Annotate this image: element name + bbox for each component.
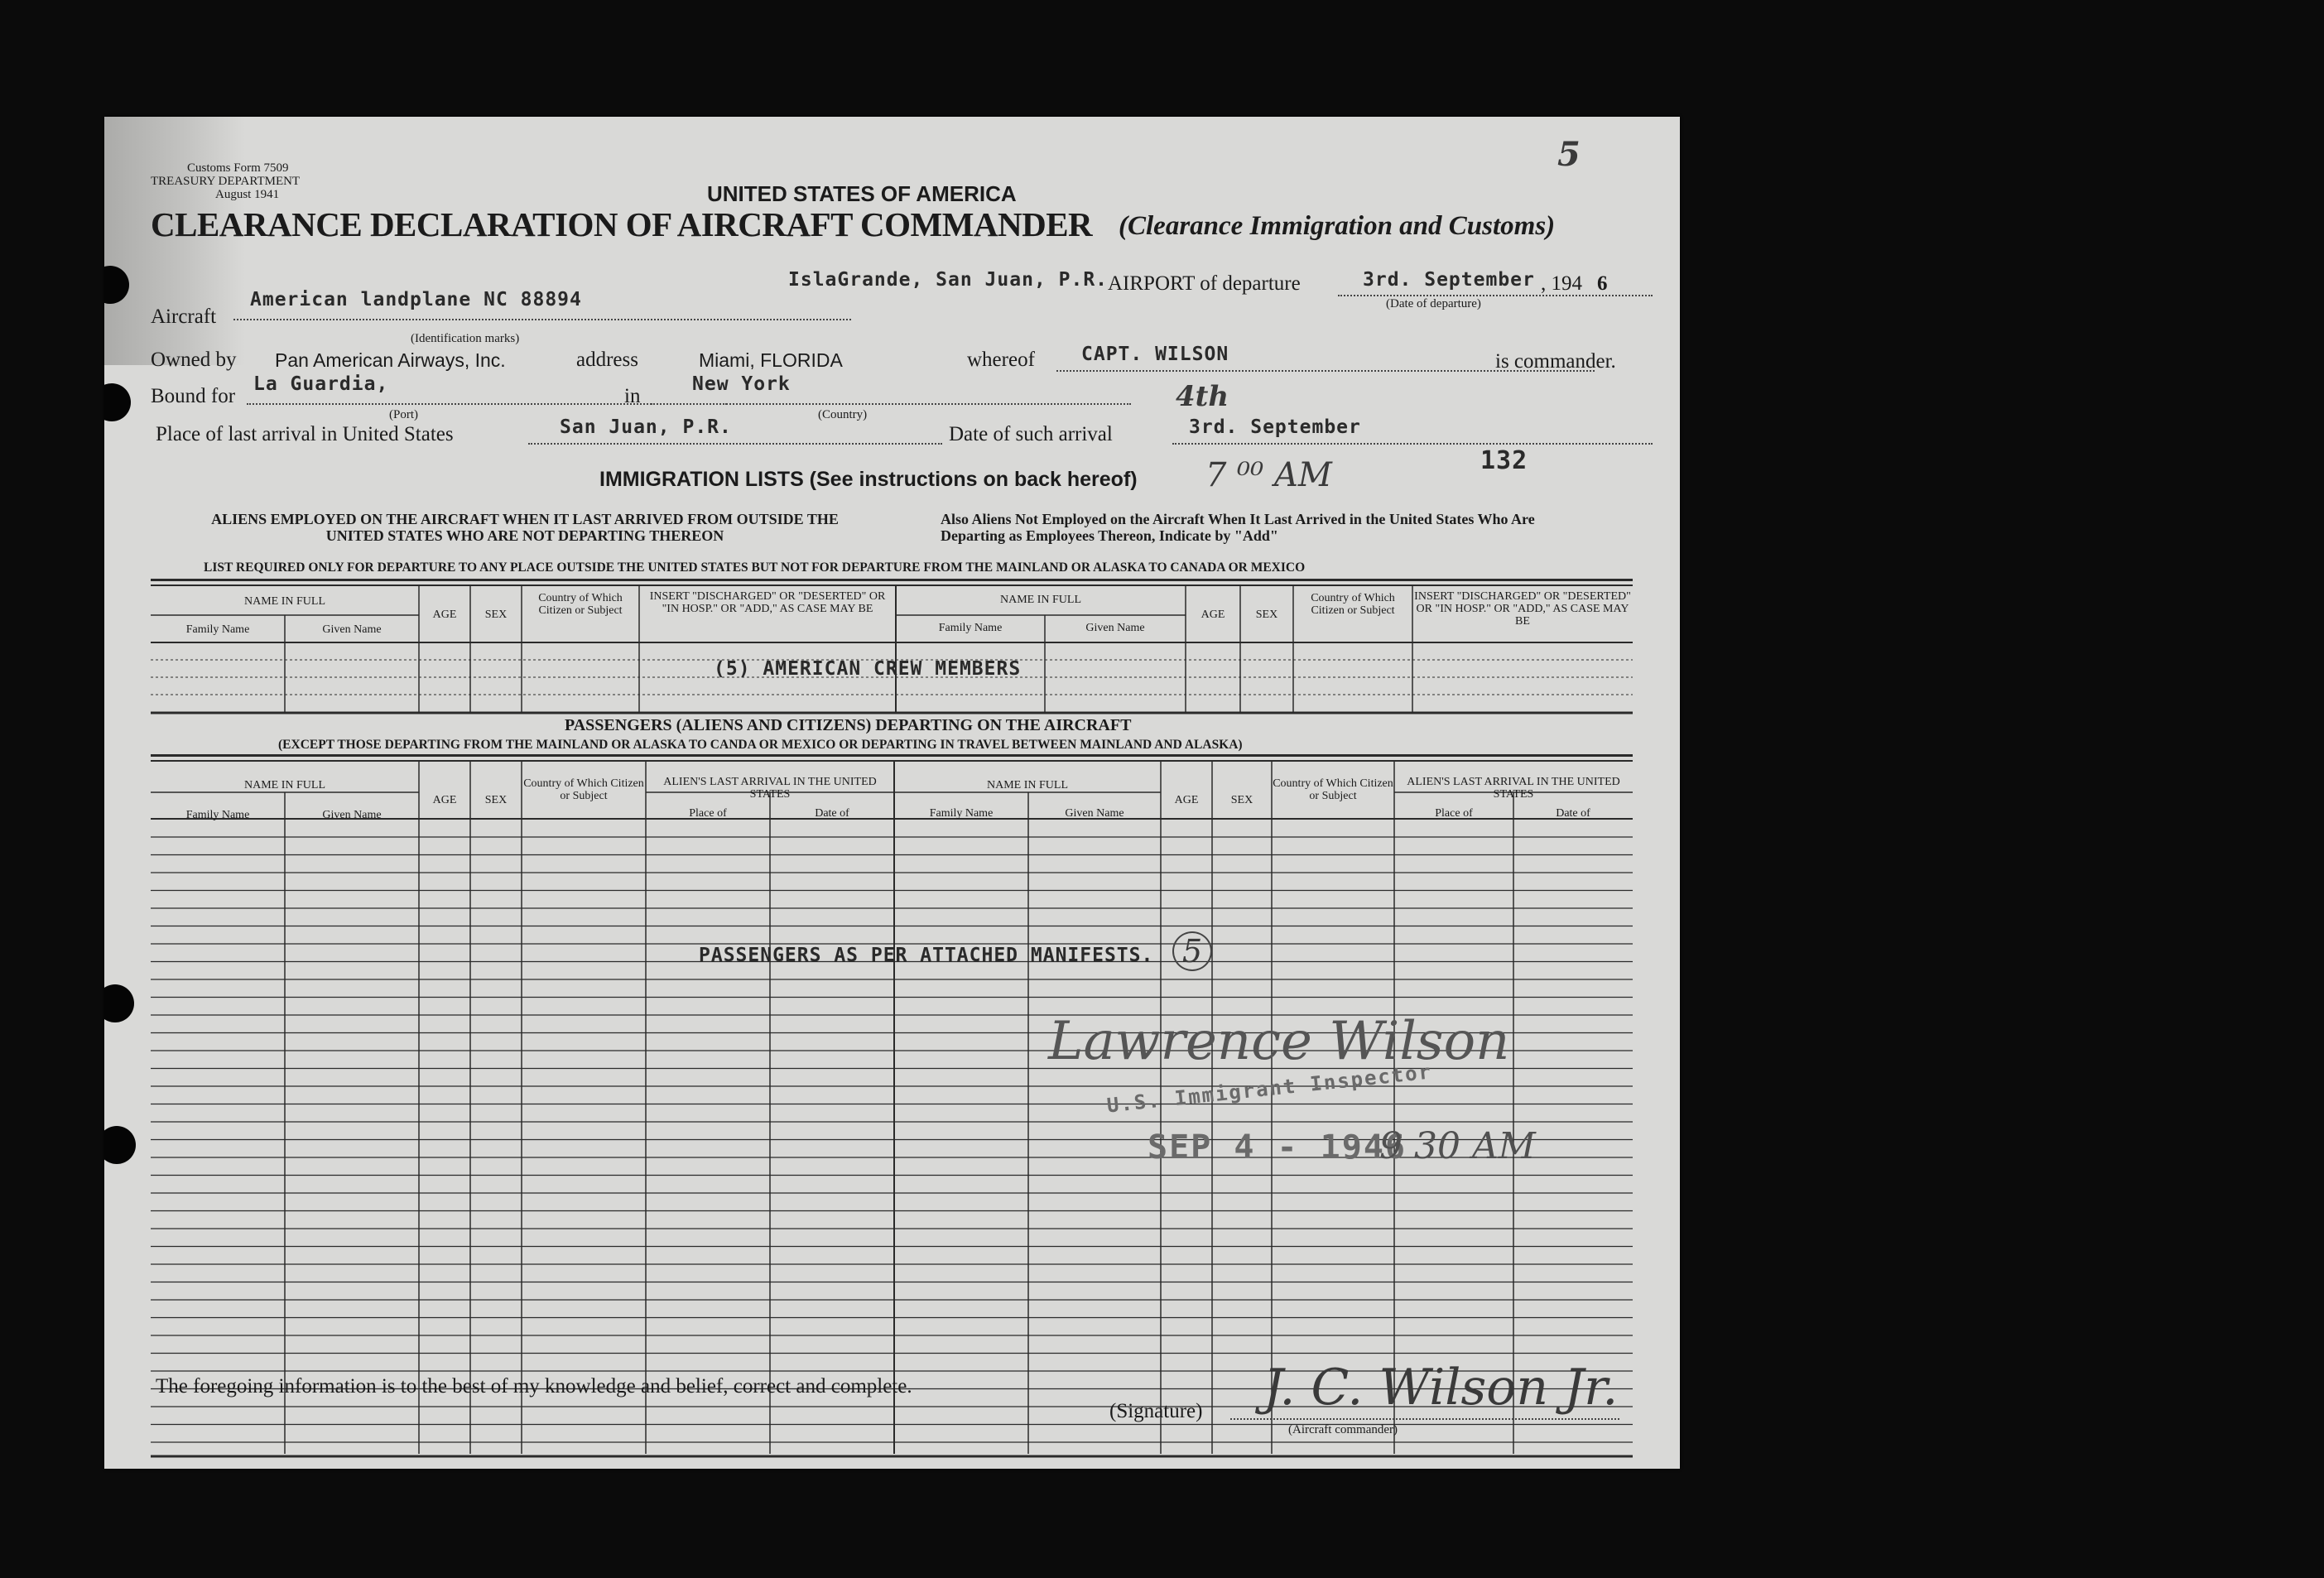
pass-col-family-2: Family Name xyxy=(929,807,994,820)
date-of-arrival-handwritten: 4th xyxy=(1176,380,1229,413)
inspection-time-handwritten: 9 30 AM xyxy=(1379,1125,1536,1167)
clearance-declaration-form xyxy=(104,117,1680,1469)
in-label: in xyxy=(624,385,641,407)
crew-col-age: AGE xyxy=(432,609,457,621)
pass-col-country: Country of Which Citizen or Subject xyxy=(523,777,644,802)
passengers-entry: PASSENGERS AS PER ATTACHED MANIFESTS. xyxy=(699,945,1154,966)
country-heading: UNITED STATES OF AMERICA xyxy=(707,181,1017,206)
crew-col-insert-2: INSERT "DISCHARGED" OR "DESERTED" OR "IN HOSP." OR "ADD," AS CASE MAY BE xyxy=(1414,590,1631,628)
pass-col-age: AGE xyxy=(432,794,457,806)
port-note: (Port) xyxy=(389,408,418,421)
pass-col-name: NAME IN FULL xyxy=(244,779,325,791)
form-number: Customs Form 7509 xyxy=(187,161,289,175)
commander-signature: J. C. Wilson Jr. xyxy=(1263,1359,1619,1417)
form-subtitle: (Clearance Immigration and Customs) xyxy=(1119,211,1556,241)
pass-col-last-arrival: ALIEN'S LAST ARRIVAL IN THE UNITED STATES xyxy=(663,776,877,801)
date-of-arrival-label: Date of such arrival xyxy=(949,423,1113,445)
date-of-departure-note: (Date of departure) xyxy=(1386,297,1481,310)
owner-value: Pan American Airways, Inc. xyxy=(275,349,506,371)
signature-label: (Signature) xyxy=(1109,1400,1203,1422)
address-label: address xyxy=(576,349,638,371)
pass-col-name-2: NAME IN FULL xyxy=(987,779,1068,791)
pass-col-family: Family Name xyxy=(185,809,250,821)
corner-mark: 5 xyxy=(1557,135,1581,174)
crew-col-name-2: NAME IN FULL xyxy=(1000,594,1081,606)
crew-col-name: NAME IN FULL xyxy=(244,595,325,608)
document-number: 132 xyxy=(1480,446,1528,475)
signer-note: (Aircraft commander) xyxy=(1288,1423,1398,1436)
bound-for-label: Bound for xyxy=(151,385,236,407)
form-date: August 1941 xyxy=(215,188,280,201)
passengers-title: PASSENGERS (ALIENS AND CITIZENS) DEPARTING ON THE AIRCRAFT xyxy=(565,716,1132,734)
departure-year-digit: 6 xyxy=(1597,272,1608,295)
punch-hole xyxy=(104,1126,136,1164)
aliens-employed-heading: ALIENS EMPLOYED ON THE AIRCRAFT WHEN IT LAST ARRIVED FROM OUTSIDE THE UNITED STATES WHO ARE NOT DEPARTING THEREON xyxy=(211,511,839,544)
passengers-subtitle: (EXCEPT THOSE DEPARTING FROM THE MAINLAND OR ALASKA TO CANDA OR MEXICO OR DEPARTING IN TRAVEL BETWEEN MAINLAND AND ALASKA) xyxy=(278,738,1243,752)
inspector-signature: Lawrence Wilson xyxy=(1048,1011,1510,1072)
crew-entry: (5) AMERICAN CREW MEMBERS xyxy=(714,658,1022,680)
crew-col-country-2: Country of Which Citizen or Subject xyxy=(1311,592,1395,617)
owned-by-label: Owned by xyxy=(151,349,237,371)
in-value: New York xyxy=(692,373,791,395)
pass-col-place-2: Place of xyxy=(1435,807,1473,820)
inspection-date-stamp: SEP 4 - 1946 xyxy=(1148,1128,1407,1167)
date-of-arrival-value: 3rd. September xyxy=(1189,416,1361,438)
crew-col-sex-2: SEX xyxy=(1255,609,1278,621)
list-required-note: LIST REQUIRED ONLY FOR DEPARTURE TO ANY PLACE OUTSIDE THE UNITED STATES BUT NOT FOR DEPARTURE FROM THE MAINLAND OR ALASKA TO CANADA OR MEXICO xyxy=(204,560,1306,575)
crew-col-insert: INSERT "DISCHARGED" OR "DESERTED" OR "IN HOSP." OR "ADD," AS CASE MAY BE xyxy=(649,590,886,615)
crew-col-sex: SEX xyxy=(484,609,508,621)
attestation-statement: The foregoing information is to the best of my knowledge and belief, correct and complete. xyxy=(156,1375,912,1398)
pass-col-given-2: Given Name xyxy=(1065,807,1124,820)
inspector-title-stamp: U.S. Immigrant Inspector xyxy=(1105,1060,1434,1118)
crew-col-family-2: Family Name xyxy=(938,622,1003,634)
pass-col-date: Date of xyxy=(815,807,849,820)
crew-col-given-2: Given Name xyxy=(1085,622,1145,634)
aircraft-value: American landplane NC 88894 xyxy=(250,289,582,310)
country-note: (Country) xyxy=(818,408,868,421)
pass-col-sex-2: SEX xyxy=(1230,794,1253,806)
pass-col-date-2: Date of xyxy=(1556,807,1590,820)
pass-col-sex: SEX xyxy=(484,794,508,806)
immigration-lists-title: IMMIGRATION LISTS (See instructions on back hereof) xyxy=(599,468,1138,491)
aircraft-label: Aircraft xyxy=(151,305,217,328)
airport-label: AIRPORT of departure xyxy=(1108,272,1301,295)
last-arrival-label: Place of last arrival in United States xyxy=(156,423,454,445)
crew-col-given: Given Name xyxy=(322,623,382,636)
whereof-label: whereof xyxy=(967,349,1035,371)
immigration-handwritten-note: 7 ⁰⁰ AM xyxy=(1205,456,1332,494)
passengers-count-handwritten: 5 xyxy=(1172,931,1212,971)
airport-value: IslaGrande, San Juan, P.R. xyxy=(788,269,1109,291)
punch-hole xyxy=(104,383,131,421)
commander-value: CAPT. WILSON xyxy=(1081,344,1229,365)
punch-hole xyxy=(104,984,134,1022)
last-arrival-value: San Juan, P.R. xyxy=(560,416,732,438)
aliens-added-heading: Also Aliens Not Employed on the Aircraft When It Last Arrived in the United States Who Are Departing as Employees Thereon, Indicate by "Add" xyxy=(941,511,1535,544)
pass-col-country-2: Country of Which Citizen or Subject xyxy=(1273,777,1393,802)
commander-label: is commander. xyxy=(1495,350,1616,373)
bound-for-value: La Guardia, xyxy=(253,373,389,395)
pass-col-given: Given Name xyxy=(322,809,382,821)
crew-col-country: Country of Which Citizen or Subject xyxy=(538,592,623,617)
address-value: Miami, FLORIDA xyxy=(699,349,843,371)
crew-col-family: Family Name xyxy=(185,623,250,636)
form-title: CLEARANCE DECLARATION OF AIRCRAFT COMMANDER xyxy=(151,205,1093,243)
form-department: TREASURY DEPARTMENT xyxy=(151,175,301,188)
departure-year-prefix: , 194 xyxy=(1541,272,1582,295)
pass-col-age-2: AGE xyxy=(1174,794,1199,806)
pass-col-last-arrival-2: ALIEN'S LAST ARRIVAL IN THE UNITED STATES xyxy=(1407,776,1620,801)
crew-col-age-2: AGE xyxy=(1200,609,1225,621)
identification-note: (Identification marks) xyxy=(411,332,520,345)
departure-date: 3rd. September xyxy=(1363,269,1535,291)
pass-col-place: Place of xyxy=(689,807,727,820)
